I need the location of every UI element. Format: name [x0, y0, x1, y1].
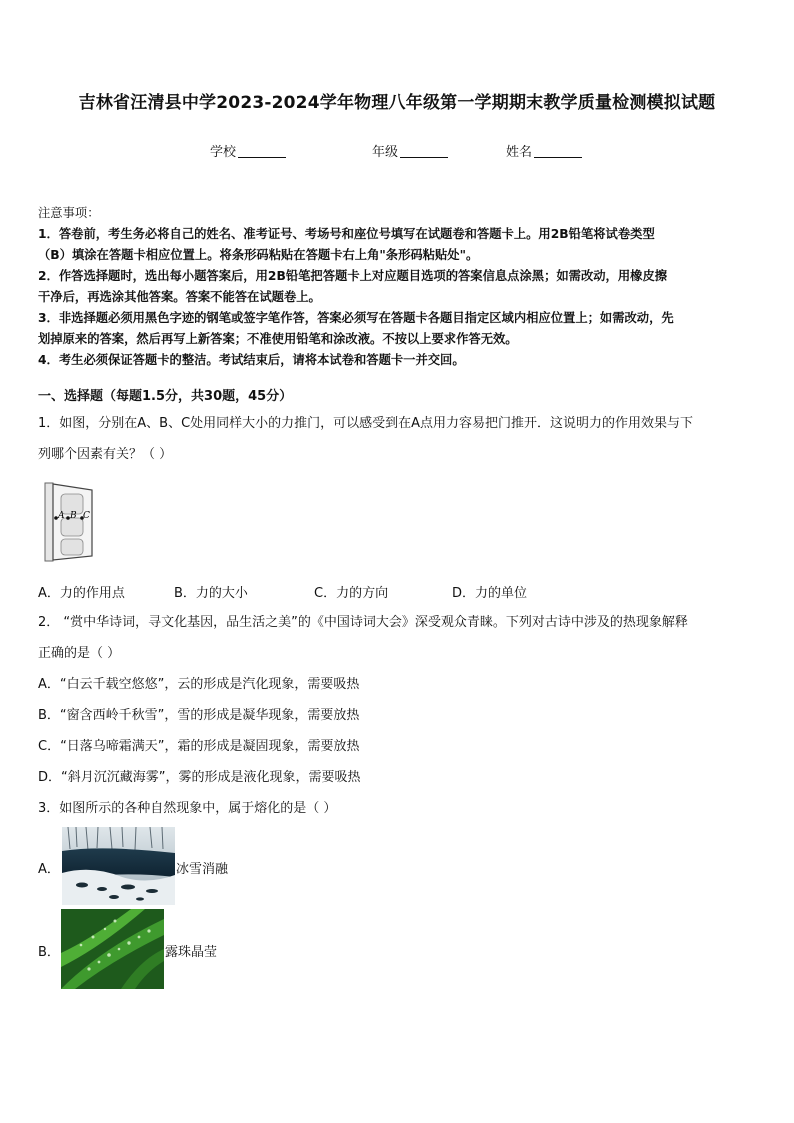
- q3-option-a-text: 冰雪消融: [176, 862, 229, 877]
- q3-option-b[interactable]: [38, 941, 60, 960]
- notice-line: 2．作答选择题时，选出每小题答案后，用2B铅笔把答题卡上对应题目选项的答案信息点涂黑；如需改动，用橡皮擦: [38, 269, 668, 283]
- school-label: 学校: [210, 145, 237, 160]
- q3-option-b-text: 露珠晶莹: [165, 945, 218, 960]
- name-field: [506, 141, 582, 160]
- grade-field: [372, 141, 448, 160]
- q2-option-b[interactable]: B．“窗含西岭千秋雪”，雪的形成是凝华现象，需要放热: [38, 708, 360, 723]
- door-figure: [44, 482, 94, 562]
- notice-line: 干净后，再选涂其他答案。答案不能答在试题卷上。: [38, 290, 321, 304]
- exam-title: 吉林省汪清县中学2023-2024学年物理八年级第一学期期末教学质量检测模拟试题: [78, 93, 716, 113]
- door-label-b: B: [70, 511, 77, 521]
- question-1-line2: 列哪个因素有关？（ ）: [38, 447, 173, 462]
- question-2: [38, 607, 758, 824]
- q1-option-b[interactable]: B．力的大小: [174, 586, 248, 601]
- ice-melting-photo: [62, 827, 175, 905]
- q2-option-c[interactable]: C．“日落乌啼霜满天”，霜的形成是凝固现象，需要放热: [38, 739, 360, 754]
- q3-option-a-letter: A．: [38, 862, 60, 877]
- notice-line: 1．答卷前，考生务必将自己的姓名、准考证号、考场号和座位号填写在试题卷和答题卡上。用2B铅笔将试卷类型: [38, 227, 655, 241]
- question-2-line1: 2． “赏中华诗词，寻文化基因，品生活之美”的《中国诗词大会》深受观众青睐。下列对古诗中涉及的热现象解释: [38, 615, 688, 630]
- notice-line: 3．非选择题必须用黑色字迹的钢笔或签字笔作答，答案必须写在答题卡各题目指定区域内相应位置上；如需改动，先: [38, 311, 674, 325]
- door-label-c: C: [83, 511, 90, 521]
- notice-block: [38, 203, 758, 371]
- notice-line: （B）填涂在答题卡相应位置上。将条形码粘贴在答题卡右上角"条形码粘贴处"。: [38, 248, 479, 262]
- question-2-line2: 正确的是（ ）: [38, 646, 121, 661]
- school-blank: [238, 144, 286, 158]
- grade-blank: [400, 144, 448, 158]
- question-1: [38, 408, 758, 470]
- q1-option-d[interactable]: D．力的单位: [452, 586, 528, 601]
- notice-line: 划掉原来的答案，然后再写上新答案；不准使用铅笔和涂改液。不按以上要求作答无效。: [38, 332, 518, 346]
- q2-option-d[interactable]: D．“斜月沉沉藏海雾”，雾的形成是液化现象，需要吸热: [38, 770, 361, 785]
- dew-drops-photo: [61, 909, 164, 989]
- door-label-a: A: [58, 511, 65, 521]
- q3-option-b-letter: B．: [38, 945, 60, 960]
- name-blank: [534, 144, 582, 158]
- grade-label: 年级: [372, 145, 399, 160]
- section-heading: 一、选择题（每题1.5分，共30题，45分）: [38, 389, 293, 404]
- q3-option-a[interactable]: [38, 858, 60, 877]
- q1-option-c[interactable]: C．力的方向: [314, 586, 389, 601]
- q1-option-a[interactable]: A．力的作用点: [38, 586, 125, 601]
- name-label: 姓名: [506, 145, 533, 160]
- notice-heading: 注意事项：: [38, 206, 100, 220]
- school-field: [210, 141, 286, 160]
- q2-option-a[interactable]: A．“白云千载空悠悠”，云的形成是汽化现象，需要吸热: [38, 677, 360, 692]
- question-1-line1: 1．如图，分别在A、B、C处用同样大小的力推门，可以感受到在A点用力容易把门推开．这说明力的作用效果与下: [38, 416, 694, 431]
- notice-line: 4．考生必须保证答题卡的整洁。考试结束后，请将本试卷和答题卡一并交回。: [38, 353, 465, 367]
- question-3-line1: 3．如图所示的各种自然现象中，属于熔化的是（ ）: [38, 801, 337, 816]
